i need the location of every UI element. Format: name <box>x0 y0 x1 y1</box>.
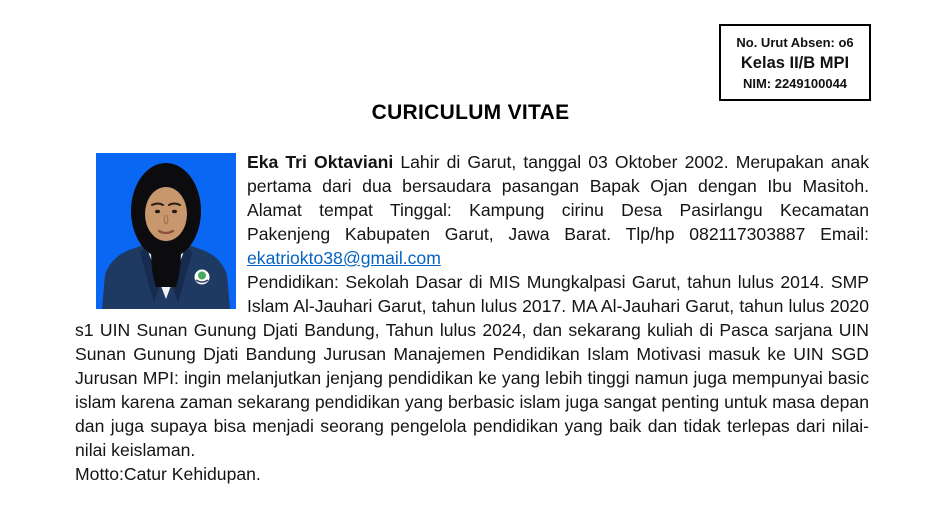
eye-right <box>172 210 177 213</box>
absence-number: No. Urut Absen: o6 <box>736 35 854 50</box>
cv-body-text <box>75 150 869 486</box>
portrait-photo <box>96 153 236 309</box>
portrait-photo-graphic <box>96 153 236 309</box>
eye-left <box>155 210 160 213</box>
nim-number: NIM: 2249100044 <box>742 76 848 91</box>
badge-logo <box>198 272 206 280</box>
page-title: CURICULUM VITAE <box>371 101 570 124</box>
student-id-box <box>719 24 871 101</box>
person-name: Eka Tri Oktaviani <box>247 152 394 172</box>
class-label: Kelas II/B MPI <box>740 54 850 72</box>
intro-text: Lahir di Garut, tanggal 03 Oktober 2002. Merupakan anak pertama dari dua bersaudara pasangan Bapak Ojan dengan Ibu Masitoh. Alamat tempat Tinggal: Kampung cirinu Desa Pasirlangu Kecamatan Pakenjeng Kabupaten Garut, Jawa Barat. Tlp/hp 082117303887 Email: <box>247 152 869 244</box>
email-link[interactable]: ekatriokto38@gmail.com <box>247 248 441 268</box>
education-text: Pendidikan: Sekolah Dasar di MIS Mungkalpasi Garut, tahun lulus 2014. SMP Islam Al-Jauhari Garut, tahun lulus 2017. MA Al-Jauhari Garut, tahun lulus 2020 s1 UIN Sunan Gunung Djati Bandung, Tahun lulus 2024, dan sekarang kuliah di Pasca sarjana UIN Sunan Gunung Djati Bandung Jurusan Manajemen Pendidikan Islam Motivasi masuk ke UIN SGD Jurusan MPI: ingin melanjutkan jenjang pendidikan ke yang lebih tinggi namun juga mempunyai basic islam karena zaman sekarang pendidikan yang berbasic islam juga sangat penting untuk masa depan dan juga supaya bisa menjadi seorang pengelola pendidikan yang baik dan tidak terlepas dari nilai-nilai keislaman. <box>75 272 869 460</box>
motto-text: Motto:Catur Kehidupan. <box>75 464 261 484</box>
